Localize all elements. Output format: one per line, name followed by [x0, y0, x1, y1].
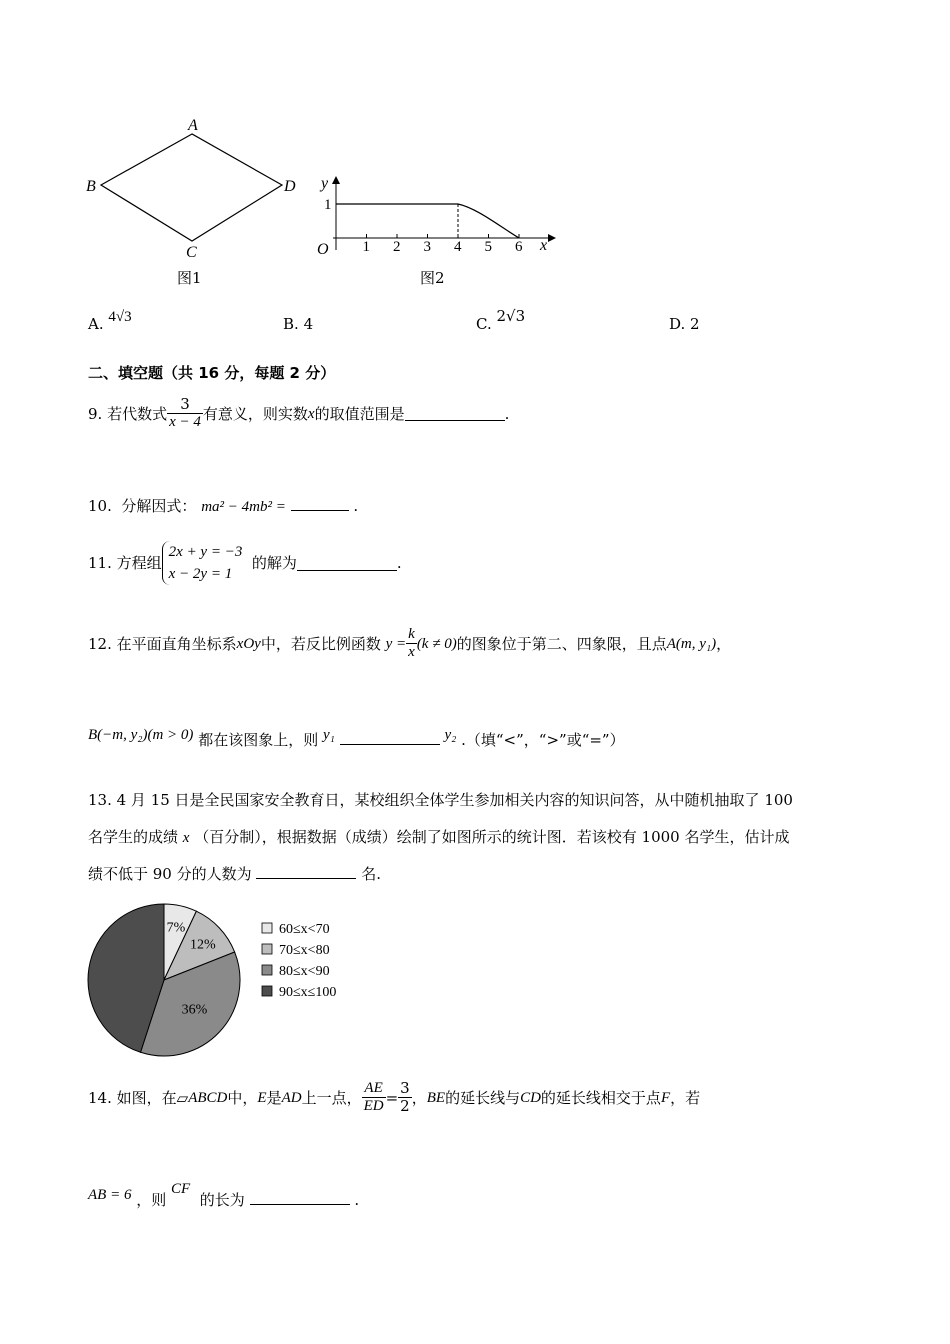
- option-a[interactable]: [88, 309, 132, 335]
- q13-line2-a: 名学生的成绩: [88, 828, 179, 846]
- q9-var: x: [307, 405, 315, 422]
- vertex-a: A: [188, 117, 198, 134]
- q12-text3: 的图象位于第二、四象限，且点: [456, 634, 667, 653]
- q14-cd: CD: [520, 1089, 541, 1106]
- option-a-label: A.: [88, 315, 104, 333]
- q10-number: 10.: [88, 497, 112, 515]
- q13-line3-b: 名.: [361, 865, 381, 883]
- q14-text6: 的延长线相交于点: [540, 1088, 661, 1107]
- legend-swatch-4: [262, 986, 272, 996]
- q13-line1: 13. 4 月 15 日是全民国家安全教育日，某校组织全体学生参加相关内容的知识问答，从中随机抽取了 100: [88, 791, 793, 809]
- q14-answer-blank[interactable]: [250, 1190, 350, 1205]
- q9-text3: 的取值范围是: [314, 404, 405, 423]
- q14-cf: CF: [171, 1181, 191, 1197]
- q12-text2: 中，若反比例函数: [260, 634, 381, 653]
- x-tick-label-1: 1: [362, 239, 370, 255]
- q12-number: 12.: [88, 634, 112, 653]
- q14-end: .: [354, 1191, 360, 1209]
- q13-line2: [88, 827, 789, 848]
- pie-slice-label-1: 7%: [166, 920, 186, 936]
- x-tick-label-4: 4: [454, 239, 462, 255]
- option-c[interactable]: [476, 307, 526, 334]
- q9-frac-num: 3: [180, 395, 190, 413]
- legend-swatch-3: [262, 965, 272, 975]
- section-heading: 二、填空题（共 16 分，每题 2 分）: [88, 364, 336, 382]
- q12-func-cond: (k ≠ 0): [416, 635, 457, 652]
- q14-f: F: [660, 1089, 671, 1106]
- x-tick-label-2: 2: [393, 239, 401, 255]
- q9-text1: 若代数式: [107, 404, 168, 423]
- q12-text5: .（填“<”，“>”或“=”）: [461, 731, 625, 749]
- pie-slice-label-3: 36%: [181, 1002, 208, 1018]
- q14-text5: 的延长线与: [445, 1088, 521, 1107]
- question-11: [88, 541, 402, 585]
- legend-label-3: 80≤x<90: [279, 964, 330, 979]
- x-tick-marks: [367, 234, 520, 238]
- q9-number: 9.: [88, 404, 103, 423]
- origin-label: O: [317, 241, 329, 258]
- legend-label-4: 90≤x≤100: [279, 985, 337, 1000]
- vertex-d: D: [284, 178, 296, 195]
- question-14-line1: [88, 1080, 700, 1115]
- option-b-value: 4: [303, 315, 314, 333]
- x-tick-label-3: 3: [423, 239, 431, 255]
- q14-be: BE: [426, 1089, 446, 1106]
- q10-text1: 分解因式：: [121, 497, 197, 515]
- q14-frac-den: ED: [363, 1098, 384, 1114]
- q14-value-fraction: [398, 1080, 412, 1115]
- q11-eq1: 2x + y = −3: [168, 544, 243, 560]
- q14-frac2-den: 2: [400, 1097, 410, 1115]
- q12-xoy: xOy: [236, 635, 261, 652]
- graph-curve: [458, 204, 519, 238]
- legend-label-1: 60≤x<70: [279, 922, 330, 937]
- q14-frac-num: AE: [364, 1080, 383, 1096]
- vertex-b: B: [86, 178, 96, 195]
- q12-point-a: A(m, y₁): [666, 635, 717, 652]
- q14-e: E: [257, 1089, 267, 1106]
- q9-end: .: [504, 404, 510, 423]
- q14-text7: ，若: [670, 1088, 701, 1107]
- q10-end: .: [353, 497, 359, 515]
- q13-line3-a: 绩不低于 90 分的人数为: [88, 865, 252, 883]
- score-pie-chart: [80, 898, 380, 1063]
- figure-2-graph: [312, 170, 560, 260]
- q12-frac-den: x: [408, 644, 415, 660]
- question-14-line2: [88, 1181, 360, 1211]
- question-12-line2: [88, 727, 625, 751]
- q14-abcd: ABCD: [188, 1089, 228, 1106]
- q9-text2: 有意义，则实数: [202, 404, 308, 423]
- q12-y2: y₂: [444, 727, 457, 743]
- q14-ab: AB = 6: [88, 1187, 132, 1203]
- pie-legend: [262, 922, 336, 1000]
- option-a-value: 4√3: [108, 309, 132, 325]
- option-d-label: D.: [669, 315, 686, 333]
- q12-fraction: [406, 626, 417, 661]
- q10-answer-blank[interactable]: [291, 496, 349, 511]
- q11-eq2: x − 2y = 1: [168, 566, 233, 582]
- q9-frac-den: x − 4: [169, 414, 201, 430]
- q14-comma: ，: [411, 1088, 427, 1107]
- option-d[interactable]: [669, 314, 700, 334]
- option-b[interactable]: [283, 314, 313, 334]
- x-tick-label-5: 5: [484, 239, 492, 255]
- q14-frac2-num: 3: [400, 1079, 410, 1097]
- pie-slices: [88, 904, 240, 1056]
- question-12-line1: [88, 626, 731, 661]
- q14-text8: ，则: [136, 1191, 167, 1209]
- q14-text4: 上一点，: [301, 1088, 362, 1107]
- figure-2-caption: 图2: [420, 269, 445, 287]
- option-d-value: 2: [690, 315, 700, 333]
- q11-end: .: [396, 554, 402, 572]
- x-tick-labels: [363, 239, 524, 255]
- q13-line2-b: （百分制），根据数据（成绩）绘制了如图所示的统计图．若该校有 1000 名学生，估计成: [194, 828, 790, 846]
- q14-parallelogram-symbol: ▱: [176, 1088, 189, 1107]
- q12-func-lhs: y =: [385, 635, 407, 652]
- figure-1-caption: 图1: [177, 269, 202, 287]
- q14-ratio-fraction: [362, 1080, 386, 1115]
- q14-text1: 如图，在: [116, 1088, 177, 1107]
- q12-text1: 在平面直角坐标系: [116, 634, 237, 653]
- rhombus-shape: [101, 134, 282, 241]
- q11-equation-system: [162, 541, 243, 585]
- legend-swatch-2: [262, 944, 272, 954]
- figure-1-rhombus: [80, 110, 310, 260]
- q14-number: 14.: [88, 1088, 112, 1107]
- y-axis-arrow: [332, 176, 340, 184]
- q14-ad: AD: [281, 1089, 302, 1106]
- question-10: [88, 496, 358, 517]
- x-tick-label-6: 6: [515, 239, 523, 255]
- q12-point-b: B(−m, y₂)(m > 0): [88, 727, 194, 743]
- y-tick-label: 1: [324, 197, 332, 213]
- q11-answer-blank[interactable]: [297, 556, 397, 571]
- legend-label-2: 70≤x<80: [279, 943, 330, 958]
- q9-answer-blank[interactable]: [405, 406, 505, 421]
- q13-line3: [88, 864, 381, 884]
- option-c-value: 2√3: [496, 307, 526, 325]
- q11-text1: 方程组: [116, 554, 162, 572]
- vertex-c: C: [186, 244, 197, 260]
- x-axis-arrow: [548, 234, 556, 242]
- y-axis-label: y: [321, 175, 329, 192]
- pie-slice-label-2: 12%: [189, 937, 216, 953]
- q12-frac-num: k: [408, 626, 415, 642]
- q12-y1: y₁: [323, 727, 335, 743]
- q14-text3: 是: [266, 1088, 282, 1107]
- q14-text9: 的长为: [199, 1191, 245, 1209]
- q11-text2: 的解为: [251, 554, 297, 572]
- q12-text4: 都在该图象上，则: [198, 731, 319, 749]
- q9-fraction: [167, 396, 203, 431]
- q14-equals: =: [385, 1088, 399, 1107]
- q11-number: 11.: [88, 554, 112, 572]
- q10-expression: ma² − 4mb² =: [201, 499, 286, 515]
- legend-swatch-1: [262, 923, 272, 933]
- q12-comma: ，: [716, 634, 732, 653]
- q14-text2: 中，: [227, 1088, 258, 1107]
- q13-answer-blank[interactable]: [256, 864, 356, 879]
- x-axis-label: x: [540, 237, 548, 254]
- option-b-label: B.: [283, 315, 299, 333]
- question-9: [88, 396, 509, 431]
- option-c-label: C.: [476, 315, 492, 333]
- q12-answer-blank[interactable]: [340, 730, 440, 745]
- q13-var: x: [182, 830, 190, 846]
